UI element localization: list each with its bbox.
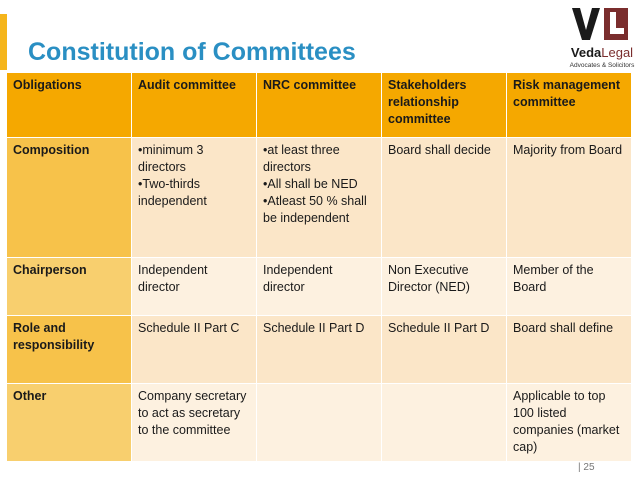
cell-line: •at least three directors (263, 143, 340, 174)
logo-name-veda: Veda (570, 45, 602, 60)
table-cell (507, 258, 632, 316)
cell-line: Non Executive Director (NED) (388, 263, 470, 294)
header-cell: Stakeholders relationship committee (382, 73, 507, 138)
table-row-role (7, 316, 632, 384)
cell-line: •All shall be NED (263, 177, 358, 191)
header-cell: Obligations (7, 73, 132, 138)
table-cell (382, 138, 507, 258)
table-row-composition (7, 138, 632, 258)
vl-logo-icon (568, 4, 632, 44)
table-cell (382, 316, 507, 384)
row-label: Role and responsibility (7, 316, 132, 384)
slide-title: Constitution of Committees (28, 38, 356, 66)
cell-line: Schedule II Part D (263, 321, 365, 335)
logo-name-legal: Legal (601, 45, 634, 60)
row-label: Other (7, 384, 132, 462)
cell-line: •Two-thirds independent (138, 177, 207, 208)
table-cell (257, 258, 382, 316)
table-cell (132, 138, 257, 258)
header-cell: NRC committee (257, 73, 382, 138)
cell-line: Majority from Board (513, 143, 623, 157)
header-cell: Risk management committee (507, 73, 632, 138)
row-label: Composition (7, 138, 132, 258)
cell-line: Board shall decide (388, 143, 491, 157)
cell-line: Board shall define (513, 321, 614, 335)
logo-name (566, 45, 638, 60)
cell-line: Applicable to top 100 listed companies (market cap) (513, 389, 620, 454)
cell-line: Company secretary to act as secretary to the committee (138, 389, 247, 437)
table-cell (507, 138, 632, 258)
table-cell (132, 384, 257, 462)
page-number: | 25 (578, 462, 595, 473)
cell-line: Member of the Board (513, 263, 594, 294)
table-cell (132, 258, 257, 316)
table-cell (382, 258, 507, 316)
cell-line: Schedule II Part C (138, 321, 240, 335)
logo-tagline: Advocates & Solicitors (569, 62, 635, 69)
cell-line: •Atleast 50 % shall be independent (263, 194, 367, 225)
header-cell: Audit committee (132, 73, 257, 138)
cell-line: Schedule II Part D (388, 321, 490, 335)
table-cell (507, 384, 632, 462)
table-cell (382, 384, 507, 462)
header-row (7, 73, 632, 138)
committees-table (6, 72, 632, 462)
accent-bar (0, 14, 7, 70)
row-label: Chairperson (7, 258, 132, 316)
table-cell (257, 138, 382, 258)
table-cell (132, 316, 257, 384)
table-row-other (7, 384, 632, 462)
table-row-chairperson (7, 258, 632, 316)
cell-line: Independent director (263, 263, 333, 294)
vedalegal-logo (566, 4, 638, 76)
cell-line: •minimum 3 directors (138, 143, 204, 174)
table-cell (507, 316, 632, 384)
table-cell (257, 384, 382, 462)
cell-line: Independent director (138, 263, 208, 294)
table-cell (257, 316, 382, 384)
